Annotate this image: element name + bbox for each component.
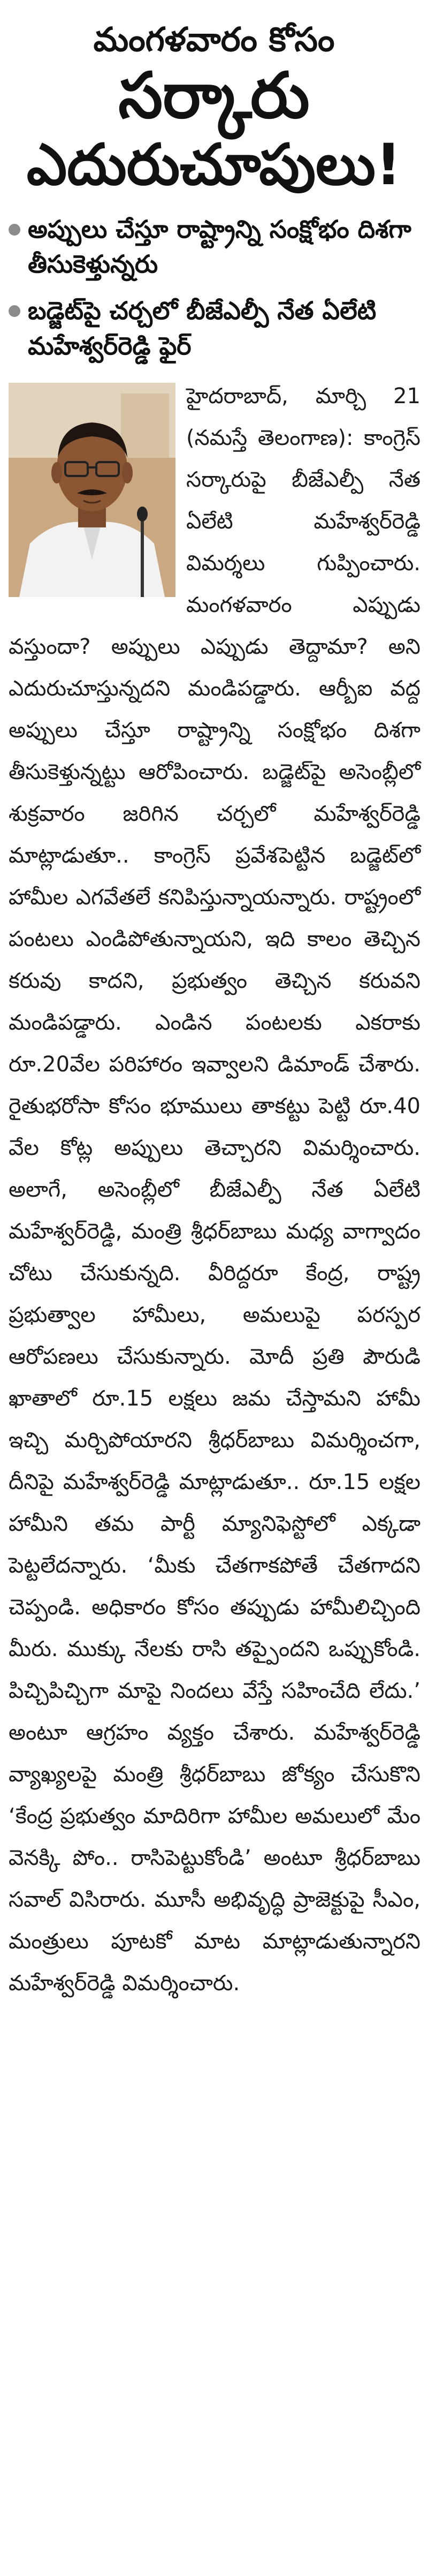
headline-line-1: మంగళవారం కోసం xyxy=(93,20,335,59)
bullet-dot-icon xyxy=(9,305,20,317)
subheading-text: అప్పులు చేస్తూ రాష్ట్రాన్ని సంక్షోభం దిశగా తీసుకెళ్తున్నరు xyxy=(28,214,411,279)
portrait-illustration xyxy=(9,383,175,597)
headline-line-2: సర్కారు xyxy=(118,58,310,132)
bullet-dot-icon xyxy=(9,224,20,236)
article-paragraph xyxy=(9,375,421,2004)
article-dateline: హైదరాబాద్, మార్చి 21 (నమస్తే తెలంగాణ): xyxy=(186,383,421,450)
subheading-item xyxy=(9,212,418,282)
subheading-item xyxy=(9,293,418,364)
headline-line-3: ఎదురుచూపులు! xyxy=(26,131,402,198)
headline xyxy=(0,0,428,198)
article-body xyxy=(0,375,428,2004)
politician-photo xyxy=(9,383,175,597)
subheading-text: బడ్జెట్‌పై చర్చలో బీజేఎల్పీ నేత ఏలేటి మహేశ్వర్‌రెడ్డి ఫైర్ xyxy=(28,296,377,360)
article-text: కాంగ్రెస్ సర్కారుపై బీజేఎల్పీ నేత ఏలేటి మహేశ్వర్‌రెడ్డి విమర్శలు గుప్పించారు. మంగళవారం ఎప్పుడు వస్తుందా? అప్పులు ఎప్పుడు తెద్దామా? అని ఎదురుచూస్తున్నదని మండిపడ్డారు. ఆర్బీఐ వద్ద అప్పులు చేస్తూ రాష్ట్రాన్ని సంక్షోభం దిశగా తీసుకెళ్తున్నట్టు ఆరోపించారు. బడ్జెట్‌పై అసెంబ్లీలో శుక్రవారం జరిగిన చర్చలో మహేశ్వర్‌రెడ్డి మాట్లాడుతూ.. కాంగ్రెస్ ప్రవేశపెట్టిన బడ్జెట్‌లో హామీల ఎగవేతలే కనిపిస్తున్నాయన్నారు. రాష్ట్రంలో పంటలు ఎండిపోతున్నాయని, ఇది కాలం తెచ్చిన కరువు కాదని, ప్రభుత్వం తెచ్చిన కరువని మండిపడ్డారు. ఎండిన పంటలకు ఎకరాకు రూ.20వేల పరిహారం ఇవ్వాలని డిమాండ్ చేశారు. రైతుభరోసా కోసం భూములు తాకట్టు పెట్టి రూ.40 వేల కోట్ల అప్పులు తెచ్చారని విమర్శించారు. అలాగే, అసెంబ్లీలో బీజేఎల్పీ నేత ఏలేటి మహేశ్వర్‌రెడ్డి, మంత్రి శ్రీధర్‌బాబు మధ్య వాగ్వాదం చోటు చేసుకున్నది. వీరిద్దరూ కేంద్ర, రాష్ట్ర ప్రభుత్వాల హామీలు, అమలుపై పరస్పర ఆరోపణలు చేసుకున్నారు. మోదీ ప్రతి పౌరుడి ఖాతాలో రూ.15 లక్షలు జమ చేస్తామని హామీ ఇచ్చి మర్చిపోయారని శ్రీధర్‌బాబు విమర్శించగా, దీనిపై మహేశ్వర్‌రెడ్డి మాట్లాడుతూ.. రూ.15 లక్షల హామీని తమ పార్టీ మ్యానిఫెస్టోలో ఎక్కడా పెట్టలేదన్నారు. ‘మీకు చేతగాకపోతే చేతగాదని చెప్పండి. అధికారం కోసం తప్పుడు హామీలిచ్చింది మీరు. ముక్కు నేలకు రాసి తప్పైందని ఒప్పుకోండి. పిచ్చిపిచ్చిగా మాపై నిందలు వేస్తే సహించేది లేదు.’ అంటూ ఆగ్రహం వ్యక్తం చేశారు. మహేశ్వర్‌రెడ్డి వ్యాఖ్యలపై మంత్రి శ్రీధర్‌బాబు జోక్యం చేసుకొని ‘కేంద్ర ప్రభుత్వం మాదిరిగా హామీల అమలులో మేం వెనక్కి పోం.. రాసిపెట్టుకోండి’ అంటూ శ్రీధర్‌బాబు సవాల్ విసిరారు. మూసీ అభివృద్ధి ప్రాజెక్టుపై సీఎం, మంత్రులు పూటకో మాట మాట్లాడుతున్నారని మహేశ్వర్‌రెడ్డి విమర్శించారు. xyxy=(9,425,421,1996)
subheadings xyxy=(0,212,428,364)
